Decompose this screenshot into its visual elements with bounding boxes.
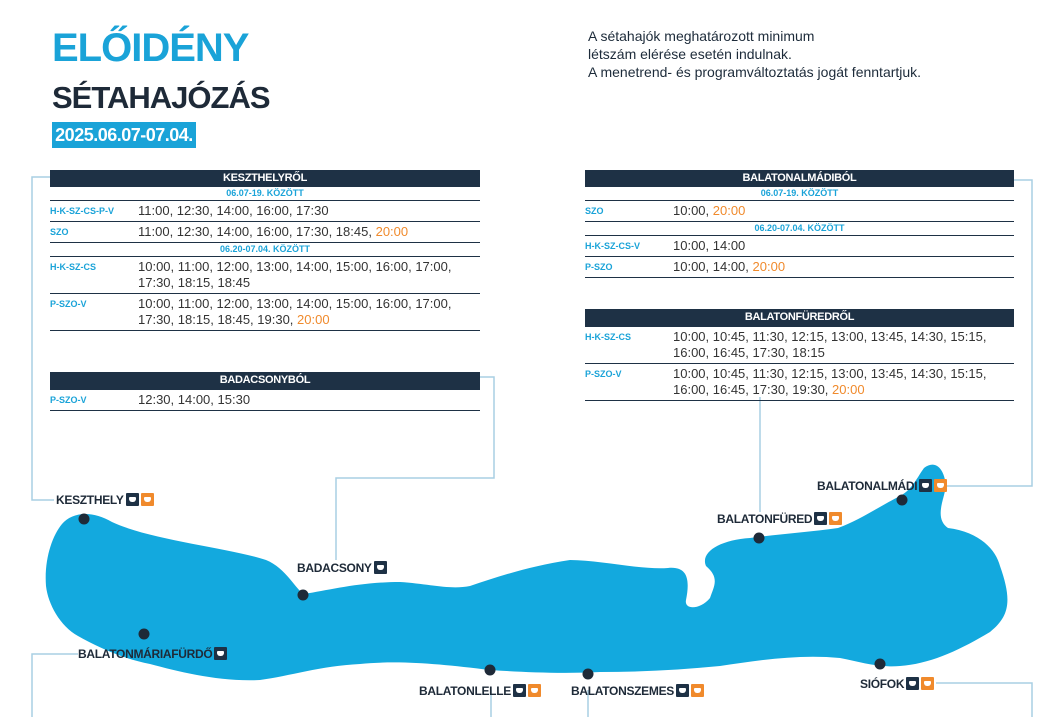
keszthely-marker[interactable]: [79, 514, 90, 525]
departure-times: 10:00, 14:00: [673, 238, 746, 253]
balatonlelle-marker[interactable]: [485, 665, 496, 676]
table-row: [50, 293, 480, 331]
days-label: P-SZO-V: [50, 299, 87, 309]
period-label: 06.20-07.04. KÖZÖTT: [585, 221, 1014, 235]
days-label: H-K-SZ-CS: [585, 332, 631, 342]
table-row: [50, 389, 480, 411]
days-label: SZO: [50, 227, 69, 237]
ship-dark-icon: [214, 647, 227, 660]
port-label-balatonlelle[interactable]: BALATONLELLE: [419, 684, 541, 698]
page-title: ELŐIDÉNY: [52, 26, 249, 70]
period-label: 06.07-19. KÖZÖTT: [226, 188, 304, 198]
departure-times: 10:00, 11:00, 12:00, 13:00, 14:00, 15:00, 16:00, 17:00, 17:30, 18:15, 18:45: [138, 259, 452, 290]
departure-times: 10:00, 11:00, 12:00, 13:00, 14:00, 15:00, 16:00, 17:00, 17:30, 18:15, 18:45, 19:30, 20:00: [138, 296, 452, 327]
date-range-badge: 2025.06.07-07.04.: [52, 122, 196, 148]
ship-dark-icon: [814, 512, 827, 525]
table-row: [585, 200, 1014, 221]
page-subtitle: SÉTAHAJÓZÁS: [52, 80, 270, 115]
info-note: [588, 27, 921, 81]
departure-times: 10:00, 10:45, 11:30, 12:15, 13:00, 13:45, 14:30, 15:15, 16:00, 16:45, 17:30, 19:30, 20:00: [673, 366, 987, 397]
ship-orange-icon: [934, 479, 947, 492]
days-label: P-SZO-V: [50, 395, 87, 405]
table-title: BADACSONYBÓL: [50, 372, 480, 389]
table-row: [585, 256, 1014, 278]
note-line: A menetrend- és programváltoztatás jogát fenntartjuk.: [588, 64, 922, 80]
ship-orange-icon: [921, 677, 934, 690]
note-line: létszám elérése esetén indulnak.: [588, 46, 792, 62]
departure-times: 12:30, 14:00, 15:30: [138, 392, 251, 407]
ship-orange-icon: [829, 512, 842, 525]
table-row: [50, 200, 480, 221]
departure-times: 11:00, 12:30, 14:00, 16:00, 17:30, 18:45, 20:00: [138, 224, 409, 239]
ship-orange-icon: [528, 684, 541, 697]
port-label-badacsony[interactable]: BADACSONY: [297, 561, 387, 575]
table-row: [50, 221, 480, 242]
days-label: P-SZO: [585, 262, 613, 272]
ship-dark-icon: [126, 493, 139, 506]
days-label: H-K-SZ-CS-V: [585, 241, 640, 251]
table-title: BALATONALMÁDIBÓL: [585, 170, 1014, 187]
ship-dark-icon: [513, 684, 526, 697]
ship-orange-icon: [691, 684, 704, 697]
table-row: [585, 326, 1014, 363]
table-title: KESZTHELYRŐL: [50, 170, 480, 187]
ship-dark-icon: [919, 479, 932, 492]
note-line: A sétahajók meghatározott minimum: [588, 28, 815, 44]
days-label: SZO: [585, 206, 604, 216]
balatonalmadi-timetable: [585, 170, 1014, 278]
departure-times: 10:00, 20:00: [673, 203, 746, 218]
port-label-keszthely[interactable]: KESZTHELY: [56, 493, 154, 507]
table-title: BALATONFÜREDRŐL: [585, 309, 1014, 326]
period-label: 06.07-19. KÖZÖTT: [760, 188, 839, 198]
balatonalmadi-marker[interactable]: [897, 495, 908, 506]
balatonszemes-marker[interactable]: [583, 669, 594, 680]
port-label-balatonszemes[interactable]: BALATONSZEMES: [571, 684, 704, 698]
days-label: H-K-SZ-CS: [50, 262, 96, 272]
siofok-marker[interactable]: [875, 659, 886, 670]
table-row: [585, 363, 1014, 401]
badacsony-timetable: [50, 372, 480, 411]
ship-dark-icon: [374, 561, 387, 574]
badacsony-marker[interactable]: [298, 590, 309, 601]
days-label: H-K-SZ-CS-P-V: [50, 206, 114, 216]
port-label-balatonalmadi[interactable]: BALATONALMÁDI: [817, 479, 947, 493]
port-label-siofok[interactable]: SIÓFOK: [860, 677, 934, 691]
balatonfured-marker[interactable]: [754, 533, 765, 544]
balatonfured-timetable: [585, 309, 1014, 401]
period-label: 06.20-07.04. KÖZÖTT: [50, 242, 480, 256]
balatonmariafurdo-marker[interactable]: [139, 629, 150, 640]
ship-dark-icon: [906, 677, 919, 690]
ship-dark-icon: [676, 684, 689, 697]
departure-times: 10:00, 14:00, 20:00: [673, 259, 786, 274]
days-label: P-SZO-V: [585, 369, 622, 379]
ship-orange-icon: [141, 493, 154, 506]
table-row: [50, 256, 480, 293]
port-label-balatonfured[interactable]: BALATONFÜRED: [717, 512, 842, 526]
port-label-balatonmariafurdo[interactable]: BALATONMÁRIAFÜRDŐ: [78, 647, 227, 661]
keszthely-timetable: [50, 170, 480, 331]
departure-times: 10:00, 10:45, 11:30, 12:15, 13:00, 13:45, 14:30, 15:15, 16:00, 16:45, 17:30, 18:15: [673, 329, 987, 360]
departure-times: 11:00, 12:30, 14:00, 16:00, 17:30: [138, 203, 329, 218]
table-row: [585, 235, 1014, 256]
